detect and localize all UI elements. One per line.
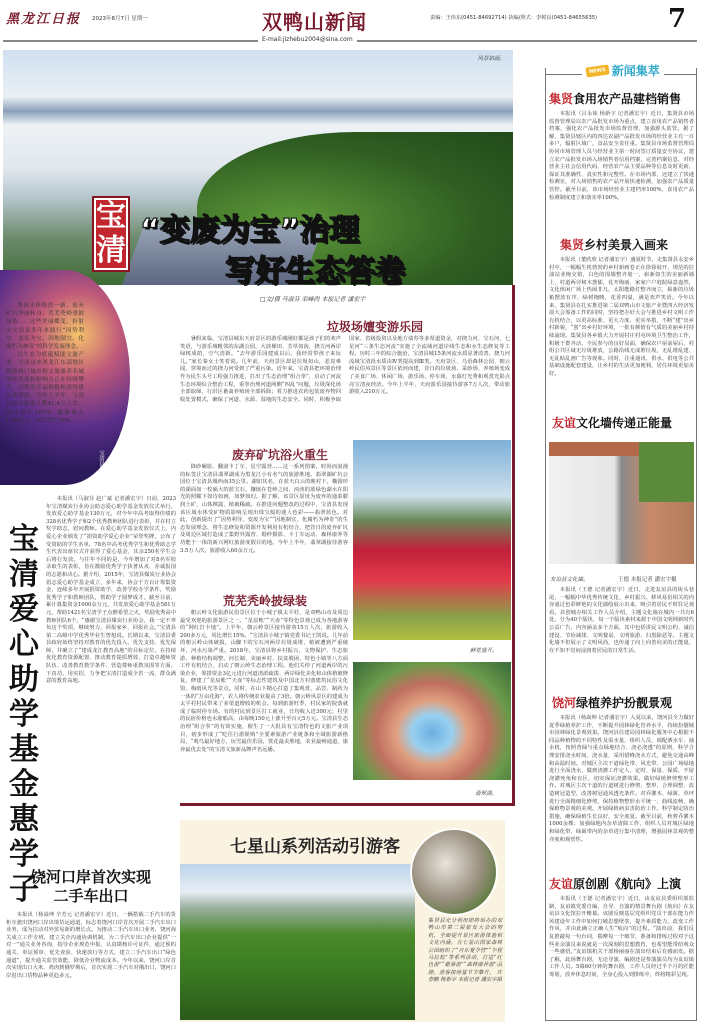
newspaper-logo: 黑龙江日报 [6, 12, 82, 27]
scholarship-article: 本报讯（马淑芬 赵广斌 记者潘宏宇）日前，2023年宝清煤炭行业协会助志爱心助学基金发放仪式举行，发放爱心助学基金130万元，对今年中高考取得佳绩的328名优秀学子和2个优秀教师团队进行表彰，并在村立奖学助志，慰问教师。在爱心助学基金发放仪式上，内爱心企业颁发了“捐资助学爱心企业”荣誉奖牌，公布了受资助的学生名单，78名中高考优秀学生和优秀助志学生代表出席仪式并获得了爱心基金，其余250名学生会后将行发放。与往年不同的是，今年增加了对8名军校录取生的表彰，旨在激励优秀学子执著从戎、赤诚报国的志愿和决心。据介绍，2015年，宝清县煤炭行业协会倡志爱心助学基金成立，多年来，协会千方百计筹集资金，连续多年开展捐资助学，改善学校办学条件，奖励优秀学子和教师团队，帮助学子圆梦成才。截至目前，累计募集资金1000余万元，共发放爱心助学基金581万元，帮助1421名宝清学子点燃希望之火，奖励优秀高中教师团队6个。“感谢宝清县煤炭行业协会，我一定不辜负这个奖项，继续努力，回报家乡，回报社会。”宝清县第二高级中学优秀毕业生曾旭说。长期以来，宝清县委县政府始终坚持对教育的优先投入、优先支持、优先保障，并确立了“建成龙江教育高地”的目标定位，在持续优化教育资源配置、推动教育提质增效、打造卓越师资队伍、改善教育教学条件、营造尊师重教氛围等方面，下真功、用实招，力争把宝清打造成全省一流、群众满意的教育高地。 [46, 496, 177, 685]
place-tag: 集贤 [560, 238, 585, 252]
qixing-landscape-photo [180, 864, 415, 1020]
headline-text: 原创剧《航向》上演 [573, 877, 682, 891]
flowers-caption: 鲜花盛开。 [470, 648, 498, 654]
digest-headline-3 [552, 416, 694, 431]
page-number: 7 [668, 4, 687, 34]
intro-text [6, 302, 84, 472]
main-headline-line1: “变废为宝”治理 [140, 213, 360, 248]
raohe-headline-line2: 二手车出口 [53, 887, 129, 905]
byline: □文/摄 马淑芬 栾峰尚 本报记者 潘宏宇 [260, 296, 366, 303]
digest-headline-5 [549, 877, 694, 892]
subhead-barren-hills: 荒芜秃岭披绿装 [222, 594, 307, 608]
digest-banner [582, 62, 664, 79]
headline-text: 乡村美景入画来 [584, 238, 669, 252]
digest-article-3: 本报讯（王德 记者潘宏宇）近日，走进友谊县的街头巷尾，一幅幅中华优秀传统文化、乡村振兴、移风易俗相关的内容通过色彩鲜艳的文化墙绘展示出来，吸引着居民不时驻足观看。县创城办相关工作人员介绍，主题文化墙在城内一共有6处，分为40个版块，每一个版块素材来源于中国文明网新时代公益广告，内容涵盖多个方面，其中包括讲民文明公约、诚信建设、节俭减排、文明餐桌、文明旅游、扫黑除恶等。主题文化墙不但展示了文明风尚，也传递了向上向善向美的正能量，在不知不觉间浸润着居民的日常生活。 [549, 587, 694, 654]
culture-wall-photo [549, 442, 694, 564]
article-section-2: 降砂碾影、翻滚卡丁车、星空露营……这一系列图案，时尚而浪漫的标签让宝清县翡翠湖成为黑龙江小有名气的旅游胜地。翡翠湖矿坑公园位于宝清县城西南35公里。湖如其名，在蓝天白云的映衬下，椭圆形的湖面如一枚硕大的蓝宝石，镶嵌在苍岭之间，泱泱的蓝绿色湖水在阳光的照耀下如诗如画，如梦如幻。据了解，该景区原址为废弃的通泰膨润土矿，山体裸露，植被稀疏。在推进问题整改的过程中，宝清县发现该区域水体受矿物质影响呈现出珠宝般的迷人色彩——翡翠蓝色。对此，创新提出了“因势利导，变废为宝”“因地制宜，化腐朽为神奇”的生态发展理念，将生态修复和资源开发利用有机结合，把昔日的废弃矿坑及周边区域打造成了集野外露营、婚纱摄影、卡丁车运动、森林康养等功能于一体的新兴网红旅游度假目的地。今年上半年，翡翠湖接待游客3.5万人次，旅游收入60余万元。 [180, 464, 348, 554]
qixing-photo-credit: 许春鹏 杨新宇 本报记者 潘宏宇摄 [428, 969, 502, 984]
place-tag: 集贤 [549, 92, 574, 106]
hikers-photo [410, 828, 498, 916]
editor-info: 责编：王伟东(0451-84692714) 执编/照式：李树良(0451-84655635) [430, 15, 598, 21]
raohe-article: 本报讯（杨焱坤 辛芳元 记者潘宏宇）近日，一辆搭载二手汽车的货柜车驶出饶河口岸出境货运通道，标志着饶河口岸首次开展二手汽车出口业务，成为拉动对外贸易新的增长点。为推动二手汽车出口业务，饶河海关成立工作专班，建立关企沟通协调机制，为二手汽车出口企业提供“一对一”通关业务咨询，指导企业规范申报，认真勘核许可证件，通过预约通关、单证预审、优先查验、快速放行等方式，建立二手汽车出口“绿色通道”，提升通关监管效能，降低企业物流成本。今年以来，饶河口岸首次实现出口大米、鸡肉到俄罗斯后，首次实现二手汽车对俄出口，饶河口岸进出口货物品种更趋多元。 [6, 912, 176, 979]
subhead-landfill: 垃圾场嬗变游乐园 [326, 320, 423, 334]
digest-headline-2 [560, 238, 694, 253]
digest-article-1: 本报讯（吕永妹 杨新宇 记者潘宏宇）近日，集贤县市场监督管理局以农产品批发市场为重点，建立食用农产品销售者档案，强化农产品批发市场监督管理，加强源头监管。据了解，集贤县辖区内的四达农副产品批发市场的经营业主有一百多户，辐射区域广，食品安全责任重。集贤县市场监督管理局协同市场管理人员与经营业主第一时间签订质量安全协议，建立农产品批发市场入场销售者信用档案，完善档案信息，对经营业主社会信用代码、经营农产品主要品种等信息及时更新，保证其准确性、真实性和完整性。在市场内部，还建立了快速检测室，对入场销售的农产品开展快速检测，加强农产品质量管控。截至目前，该市场经营业主建档率100%，食用农产品检测制度建立和落实率100%。 [549, 111, 694, 201]
place-tag: 友谊 [549, 877, 574, 891]
digest-article-2: 本报讯（董欣欣 记者潘宏宇）盛夏时节，走集贤县永安乡村中，一幅幅生机勃勃的乡村新画卷正在徐徐展开，规范的拉油站业掩交错，白色的围墙整齐划一，崭新如生的美丽新墙上，村道两旁树木葱郁，花开绚丽，家家户户庭院绿意盎然，文化休闲广场上热闹非凡，太阳能路灯整齐而立，崭新的垃圾箱摆放有序，绿树掩映，花香四溢，满是欢声笑语。今年以来，集贤县在扎实推进第二届双鸭山市文旅产业暨四大经济发展大会筹备工作的同时，坚持把办好大会与推进乡村文明工作有机结合，以更高标准、更大力度、更实举措，不断“建”出乡村新貌，“创”出乡村好环境，一批有颜值有气质的美丽乡村持续涌现。集贤县各乡镇大力开展村庄村屯环境卫生整治工作，积极干群齐动、全民参与的良好局面，确保农户屋前屋后、村组公共区域无垃圾堆放，公路沿线无成堆垃圾，无乱堆乱建、无乱贴乱画广告等现象。同时，注重通讯、供水、供电等公共基础设施配套建设，让乡村的生活更加便利，居住环境更加美好。 [549, 257, 694, 377]
section-title: 双鸭山新闻 [262, 10, 367, 34]
article-section-1: 暑假来临，宝清县城东天府景区的游乐城刚好都是孩子们的欢声笑语，与游乐城毗邻的东湖公园，大放梯田、芳草如茵，挠力河两岸绿树成荫，空气清新。“去年游乐园建成以后，我经常带孩子来玩儿。”家长秦女士笑着说。几年前，天府景区却是垃圾如山，恶臭难闻，穿境而过的挠力河受到了严重污染。近年来，宝清县把环境治理作为民生头号工程强力推进，打出了生态治理“组合拳”，启动了河流生态环境综合整治工程，重拳治理河道两侧“四乱”问题，垃圾深化场全部取缔，行洪区畜禽养殖场全部拆除；着力推进农药包装废弃物回收处置模式，确保了河道、水源、湿地的生态安全。同时，积极争取国家、省级投资以及地方债券等多渠道资金，对挠力河、宝石河、七星河“三条生态河流”实施了全流域河道岸线生态和水生态修复等工程。历时三年的综合施治，宝清县城15条河流水质显著改善，挠力河流域宝清段水质由Ⅳ类提高到Ⅲ类。天府景区、乌语森林公园、朝云岭民俗风景区等景区依河而建，昔日的垃圾场、采砂场、养殖场变成了美食广场、休闲广场、游乐场、停车场，水幕灯光秀和观赏光影点亮宝清夜经济。今年上半年，天府游乐园接待游客7万人次，带动旅游收入210万元。 [180, 336, 510, 403]
issue-date: 2023年8月7日 星期一 [92, 16, 148, 22]
article-border-bottom [180, 803, 515, 806]
emerald-lake-photo [353, 662, 511, 780]
night-photo-caption: 宝清县城美丽夜景。 [98, 450, 104, 500]
news-badge-icon: NEWS [585, 64, 609, 77]
flowers-photo [353, 440, 511, 640]
qixing-caption-text: 集贤县充分利用即将举办的双鸭山市第二届旅发大会的契机，全面提升景区旅游体验和文化内涵。在七星山国家森林公园组织了“丹东夏令营”“半程马拉松”等系列活动，打造“红色游”“避暑游”“森林康养游”品牌，游客接待量节节攀升。 [428, 918, 502, 976]
article-border [512, 285, 515, 805]
scholarship-headline: 宝清爱心助学基金惠学子 [9, 522, 39, 907]
place-label-baoqing: 宝清 [96, 199, 126, 268]
digest-title: 新闻集萃 [611, 64, 660, 78]
digest-article-5: 本报讯（王德 记者潘宏宇）近日，由友谊县委组织部监制，友谊镇党委自编、自导、自演的情景舞台剧《航向》在友谊县文化馆拉开帷幕。该剧反映基层党组织党员干部在能力作风建设年工作中如何打破思想壁垒，提升素质能力，改变工作作风，并由此确立正确人生“航向”的过程。“演出前，我们反复推敲每一句台词，揣摩每一个细节，准备和排练过程对于这些业余演员来说就是一次深刻的思想教育，也希望能带给观众一些感悟。”友谊镇机关干部杨丽丽在演出结束后有感而发。据了解，此场舞台剧，无论导演、编剧还是参演演员均为友谊镇工作人员。5幕60分钟的舞台剧，工作人员经过半个月的匠能筹划，放弃休息时间，全身心投入到排练中，终将精彩呈现。 [549, 896, 694, 978]
headline-text: 绿植养护扮靓景观 [576, 696, 673, 710]
lake-caption: 翡翠湖。 [475, 791, 498, 797]
place-tag: 饶河 [552, 696, 577, 710]
headline-text: 食用农产品建档销售 [573, 92, 682, 106]
culture-wall-caption: 友谊县文化墙。 [550, 577, 589, 583]
digest-article-4: 本报讯（杨焱坤 记者潘宏宇）入夏以来，饶河县全力做好夏季绿植养护工作，不断提升园林绿化管养水平，持续扮靓城市园林绿化景观效果。饶河县住建局园林绿化服务中心根据不同品种植物的不同特性及需水量，组织人员，调配洒水车、抽水机，按照普绿与重点绿地结合、浇必浇透”的原则，科学合理安排浇水时间、浇水量，采用错峰浇水方式，避免交通高峰和高温时间。对城区主次干道绿化带、风光带、公园广场绿地进行全面浇水，做到浇灌工作定人、定时、保量、保质，不留浇灌死角和盲区，切实保证浇灌效果。做好绿植修剪整形工作。对城区主次干道的行道树进行修剪、整形，合理调整、改造树冠造型，改善树冠通风透光条件。对乔灌木、绿篱、草坪进行全面精细化修剪，保持植物整形水平统一、曲线流畅，确保植物景观的美观。开展绿植病虫害防治工作。科学制定防治措施，确保绿植生长良好，安全度夏。截至目前，秋剪乔灌木1000余棵；加强绿地内杂草清除工作，组织人员对城区绿地和绿化带、绿篱带内的杂草进行集中清理，增强园林景观的整齐度和观赏性。 [549, 715, 694, 843]
digest-headline-1 [549, 92, 695, 107]
culture-wall-credit: 王德 本报记者 潘宏宇摄 [618, 577, 677, 583]
subhead-mine-pit: 废弃矿坑浴火重生 [231, 448, 328, 462]
raohe-headline [6, 868, 176, 906]
main-headline-line2: 写好生态答卷 [225, 254, 405, 289]
qixing-headline: 七星山系列活动引游客 [230, 837, 400, 857]
place-tag: 友谊 [552, 416, 577, 430]
contact-email: E-mail:jizhebu2004@sina.com [258, 36, 357, 43]
intro-paragraph: 黑臭水体焕然一新、废弃矿坑华丽转身、荒芜秃岭重披绿装……这些美丽蝶变，折射出宝清县多年来践行“因势利导，变废为宝，因地制宜，化腐朽为神奇”的科学发展理念。 [6, 303, 84, 351]
article-section-3: 朝云岭文化旅游民俗景区位于小城子镇太平村，是双鸭山市及周边最受欢迎的旅游景区之一。“星辰帐”“天壶”等特色景观已成为各地游客的“网红打卡地”。上半年，朝云岭景区接待游客15万人次，旅游收入200多万元，同比增长15%。“宝清县小城子镇党委书记王凯说。几年前的朝云岭山体破损，山脚下的宝石河两岸垃圾成堆，植被遭到严重破坏，河水污染严重。2018年，宝清县将乡村振兴、文物保护、生态旅游、种植结构调整、河长制、美丽乡村、扶贫脱困、特色小镇等八方面工作有机结合，启动了朝云岭生态治理工程。他们关停了河道两岸的污染企业，筹措资金3亿元进行河道清淤疏浚、两岸绿化美化和山体植被修复，修建了“星辰帐”“天壶”等标志性建筑及中国北方村落建筑民俗文化馆、梅雨风光等景点。同时，在山下精心打造了集观赏、品尝、制药为一体的“万亩花海”，农人将传统农业提高了3倍。朝云岭风景区的建成为太平村村民带来了多渠道增收的机会。每到旅游旺季，村民家的院落就成了临时停车场。有的村民到景区打工就业，日均收入近300元；村里的民宿价格也水涨船高，由每晚150元上涨升至百元5万元。宝清县生态治理“组合拳”的有效实施，催生了一大批具有宝清特色的文旅产业项目，初步形成了“吃住行游娱购”全要素旅游产业链条和全域旅游新格局，“观鸟最好地方，玩雪最佳乐园，赏花最美胜地，农业最畅通道，康养最优去处”的宝清文旅新品牌声名远播。 [180, 610, 348, 753]
wall-roof [549, 442, 644, 456]
raohe-headline-line1: 饶河口岸首次实现 [30, 868, 151, 886]
qixing-caption [428, 918, 502, 985]
wall-trees [639, 442, 694, 502]
intro-paragraph: 以生态为底蕴赋能文旅产业，宝清这座黑龙江东部地区旅游热门城市和文旅康养名城的知名度和影响力正在持续攀升，百姓的幸福指数和获得感显著增强。今年上半年，宝清县接待旅游人数41.4万人次，同比增长149%；旅游收入1.68亿元，同比增长70%。 [6, 352, 84, 424]
headline-text: 文化墙传递正能量 [576, 416, 673, 430]
digest-headline-4 [552, 696, 694, 711]
hero-caption: 风景如画。 [477, 56, 505, 62]
